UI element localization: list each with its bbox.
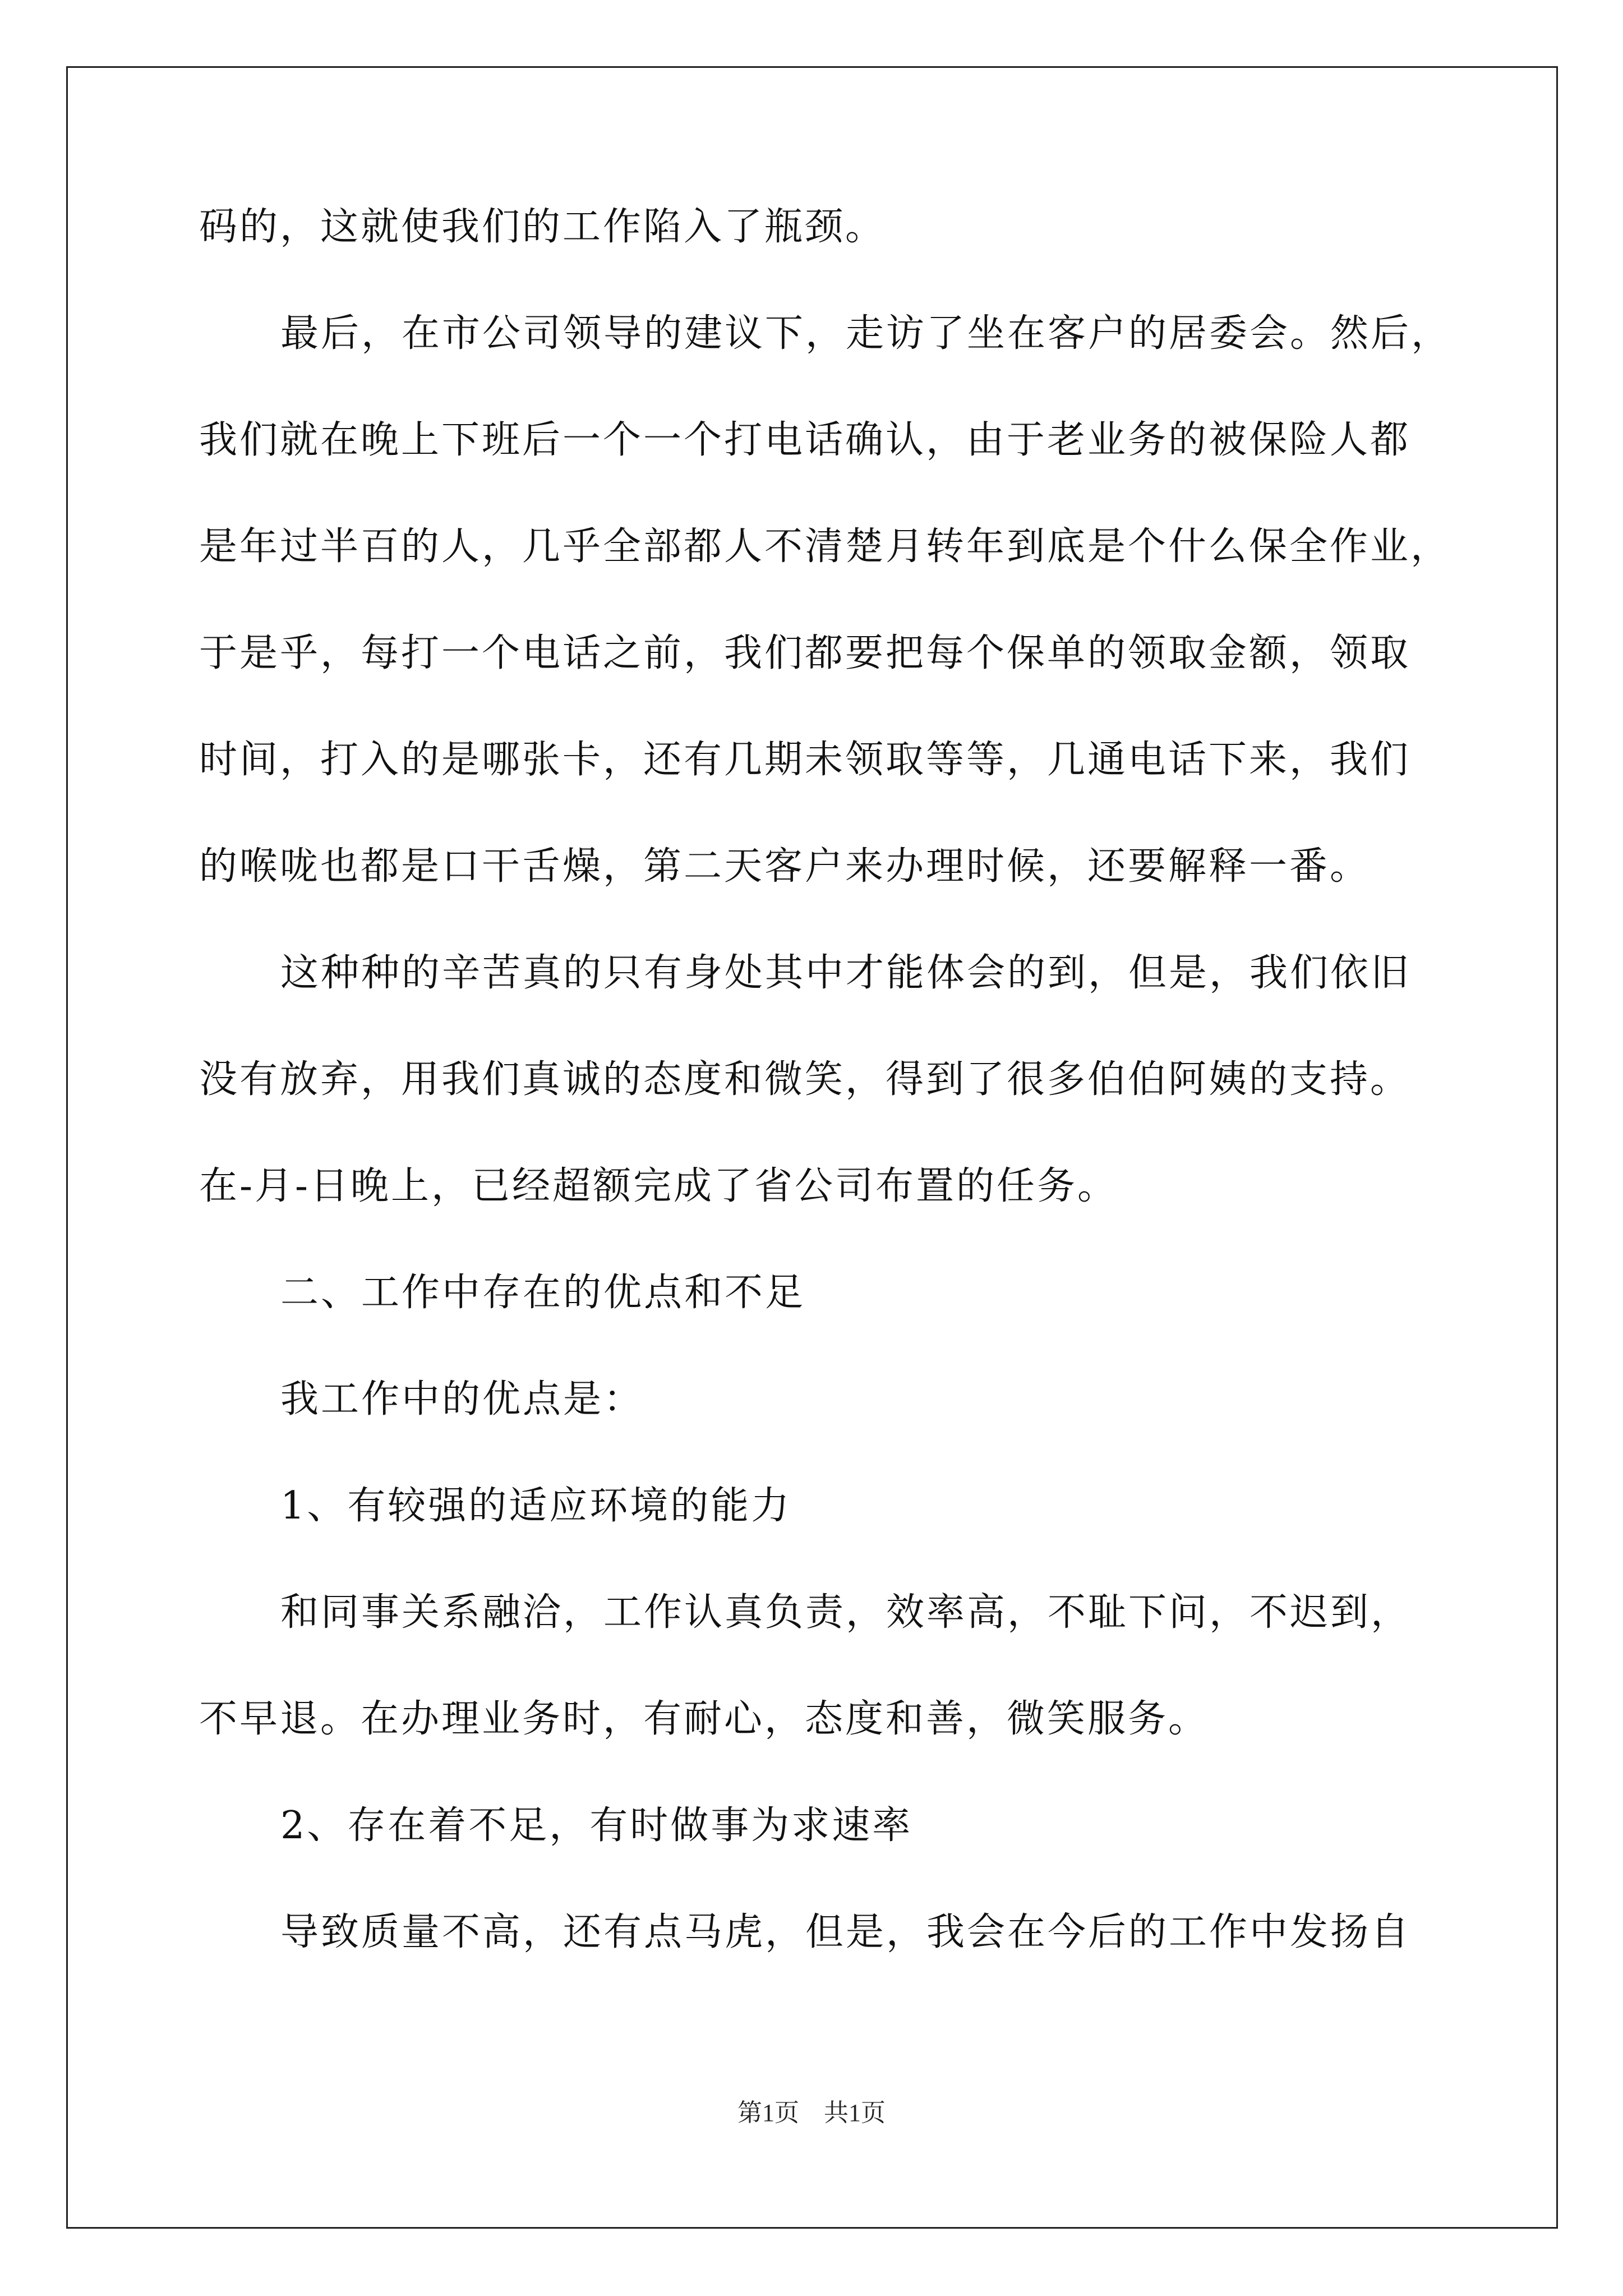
text-line-12: 我工作中的优点是：	[280, 1377, 644, 1421]
text-line-17: 导致质量不高，还有点马虎，但是，我会在今后的工作中发扬自	[280, 1910, 1412, 1954]
text-line-6: 时间，打入的是哪张卡，还有几期未领取等等，几通电话下来，我们	[199, 738, 1411, 782]
text-line-5: 于是乎，每打一个电话之前，我们都要把每个保单的领取金额，领取	[199, 631, 1411, 675]
page-number-footer: 第1页 共1页	[737, 2099, 886, 2127]
text-line-15: 不早退。在办理业务时，有耐心，态度和善，微笑服务。	[199, 1697, 1209, 1741]
text-line-3: 我们就在晚上下班后一个一个打电话确认，由于老业务的被保险人都	[199, 418, 1411, 462]
list-item-1-heading: 1、有较强的适应环境的能力	[280, 1484, 792, 1528]
text-line-8: 这种种的辛苦真的只有身处其中才能体会的到，但是，我们依旧	[280, 951, 1412, 995]
text-line-14: 和同事关系融洽，工作认真负责，效率高，不耻下问，不迟到，	[280, 1590, 1412, 1635]
text-line-2: 最后，在市公司领导的建议下，走访了坐在客户的居委会。然后，	[280, 311, 1452, 356]
text-line-4: 是年过半百的人，几乎全部都人不清楚月转年到底是个什么保全作业，	[199, 524, 1451, 569]
section-heading: 二、工作中存在的优点和不足	[280, 1271, 806, 1315]
list-item-2-heading: 2、存在着不足，有时做事为求速率	[280, 1803, 913, 1848]
text-line-7: 的喉咙也都是口干舌燥，第二天客户来办理时候，还要解释一番。	[199, 844, 1371, 889]
text-line-9: 没有放弃，用我们真诚的态度和微笑，得到了很多伯伯阿姨的支持。	[199, 1057, 1411, 1102]
text-line-1: 码的，这就使我们的工作陷入了瓶颈。	[199, 205, 886, 249]
text-line-10: 在-月-日晚上，已经超额完成了省公司布置的任务。	[199, 1164, 1118, 1208]
